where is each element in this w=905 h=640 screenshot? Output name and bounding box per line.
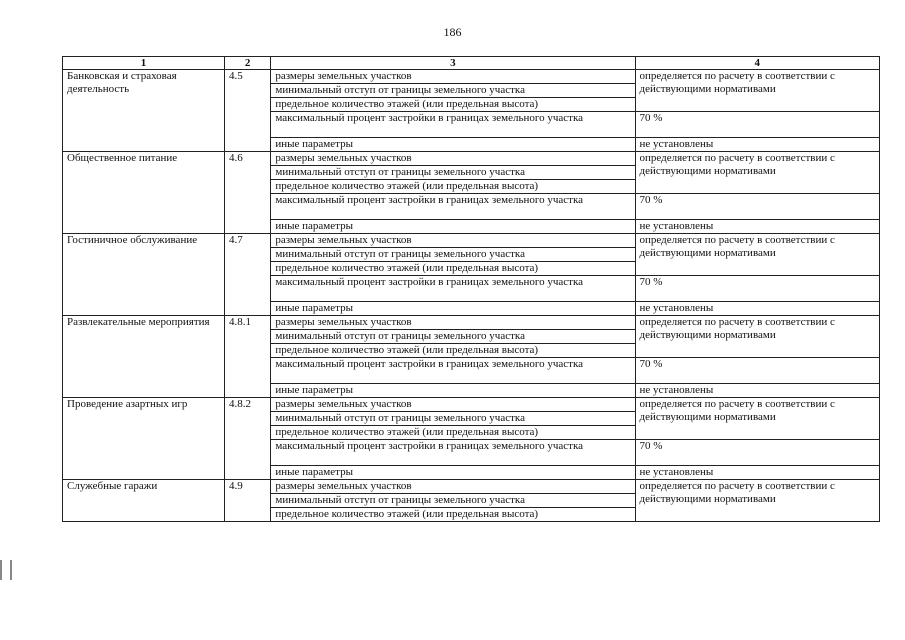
percent-value: 70 %	[635, 440, 880, 466]
table-header-row	[63, 57, 880, 70]
param-cell: иные параметры	[271, 384, 635, 398]
table-row	[63, 70, 880, 84]
page-number: 186	[443, 25, 462, 39]
percent-value: 70 %	[635, 112, 880, 138]
param-cell: минимальный отступ от границы земельного участка	[271, 330, 635, 344]
param-cell: иные параметры	[271, 302, 635, 316]
param-cell: минимальный отступ от границы земельного участка	[271, 84, 635, 98]
use-type-code: 4.6	[224, 152, 270, 234]
param-cell: размеры земельных участков	[271, 480, 635, 494]
param-cell: иные параметры	[271, 220, 635, 234]
param-cell: размеры земельных участков	[271, 70, 635, 84]
param-cell: предельное количество этажей (или предельная высота)	[271, 344, 635, 358]
percent-value: 70 %	[635, 194, 880, 220]
param-cell: предельное количество этажей (или предельная высота)	[271, 508, 635, 522]
other-value: не установлены	[635, 302, 880, 316]
param-cell: максимальный процент застройки в границах земельного участка	[271, 112, 635, 138]
percent-value: 70 %	[635, 276, 880, 302]
calc-value: определяется по расчету в соответствии с действующими нормативами	[635, 316, 880, 358]
other-value: не установлены	[635, 220, 880, 234]
param-cell: размеры земельных участков	[271, 316, 635, 330]
param-cell: иные параметры	[271, 466, 635, 480]
header-col-3: 3	[271, 57, 635, 70]
param-cell: размеры земельных участков	[271, 398, 635, 412]
use-type-name: Проведение азартных игр	[63, 398, 225, 480]
other-value: не установлены	[635, 466, 880, 480]
param-cell: иные параметры	[271, 138, 635, 152]
header-col-2: 2	[224, 57, 270, 70]
table-row	[63, 152, 880, 166]
calc-value: определяется по расчету в соответствии с действующими нормативами	[635, 234, 880, 276]
param-cell: предельное количество этажей (или предельная высота)	[271, 426, 635, 440]
use-type-name: Развлекательные мероприятия	[63, 316, 225, 398]
use-type-name: Банковская и страховая деятельность	[63, 70, 225, 152]
other-value: не установлены	[635, 138, 880, 152]
use-type-code: 4.8.2	[224, 398, 270, 480]
table-row	[63, 234, 880, 248]
use-type-name: Служебные гаражи	[63, 480, 225, 522]
header-col-1: 1	[63, 57, 225, 70]
calc-value: определяется по расчету в соответствии с действующими нормативами	[635, 70, 880, 112]
binding-margin-mark	[0, 560, 12, 580]
use-type-code: 4.7	[224, 234, 270, 316]
use-type-code: 4.5	[224, 70, 270, 152]
use-type-name: Гостиничное обслуживание	[63, 234, 225, 316]
table-row	[63, 480, 880, 494]
regulations-table	[62, 56, 880, 522]
param-cell: максимальный процент застройки в границах земельного участка	[271, 440, 635, 466]
param-cell: размеры земельных участков	[271, 234, 635, 248]
header-col-4: 4	[635, 57, 880, 70]
other-value: не установлены	[635, 384, 880, 398]
param-cell: минимальный отступ от границы земельного участка	[271, 494, 635, 508]
param-cell: предельное количество этажей (или предельная высота)	[271, 180, 635, 194]
param-cell: максимальный процент застройки в границах земельного участка	[271, 194, 635, 220]
calc-value: определяется по расчету в соответствии с действующими нормативами	[635, 398, 880, 440]
percent-value: 70 %	[635, 358, 880, 384]
use-type-code: 4.9	[224, 480, 270, 522]
use-type-code: 4.8.1	[224, 316, 270, 398]
param-cell: размеры земельных участков	[271, 152, 635, 166]
param-cell: предельное количество этажей (или предельная высота)	[271, 98, 635, 112]
table-row	[63, 398, 880, 412]
calc-value: определяется по расчету в соответствии с действующими нормативами	[635, 480, 880, 522]
use-type-name: Общественное питание	[63, 152, 225, 234]
table-row	[63, 316, 880, 330]
param-cell: максимальный процент застройки в границах земельного участка	[271, 276, 635, 302]
calc-value: определяется по расчету в соответствии с действующими нормативами	[635, 152, 880, 194]
param-cell: максимальный процент застройки в границах земельного участка	[271, 358, 635, 384]
param-cell: минимальный отступ от границы земельного участка	[271, 166, 635, 180]
param-cell: минимальный отступ от границы земельного участка	[271, 248, 635, 262]
param-cell: минимальный отступ от границы земельного участка	[271, 412, 635, 426]
param-cell: предельное количество этажей (или предельная высота)	[271, 262, 635, 276]
